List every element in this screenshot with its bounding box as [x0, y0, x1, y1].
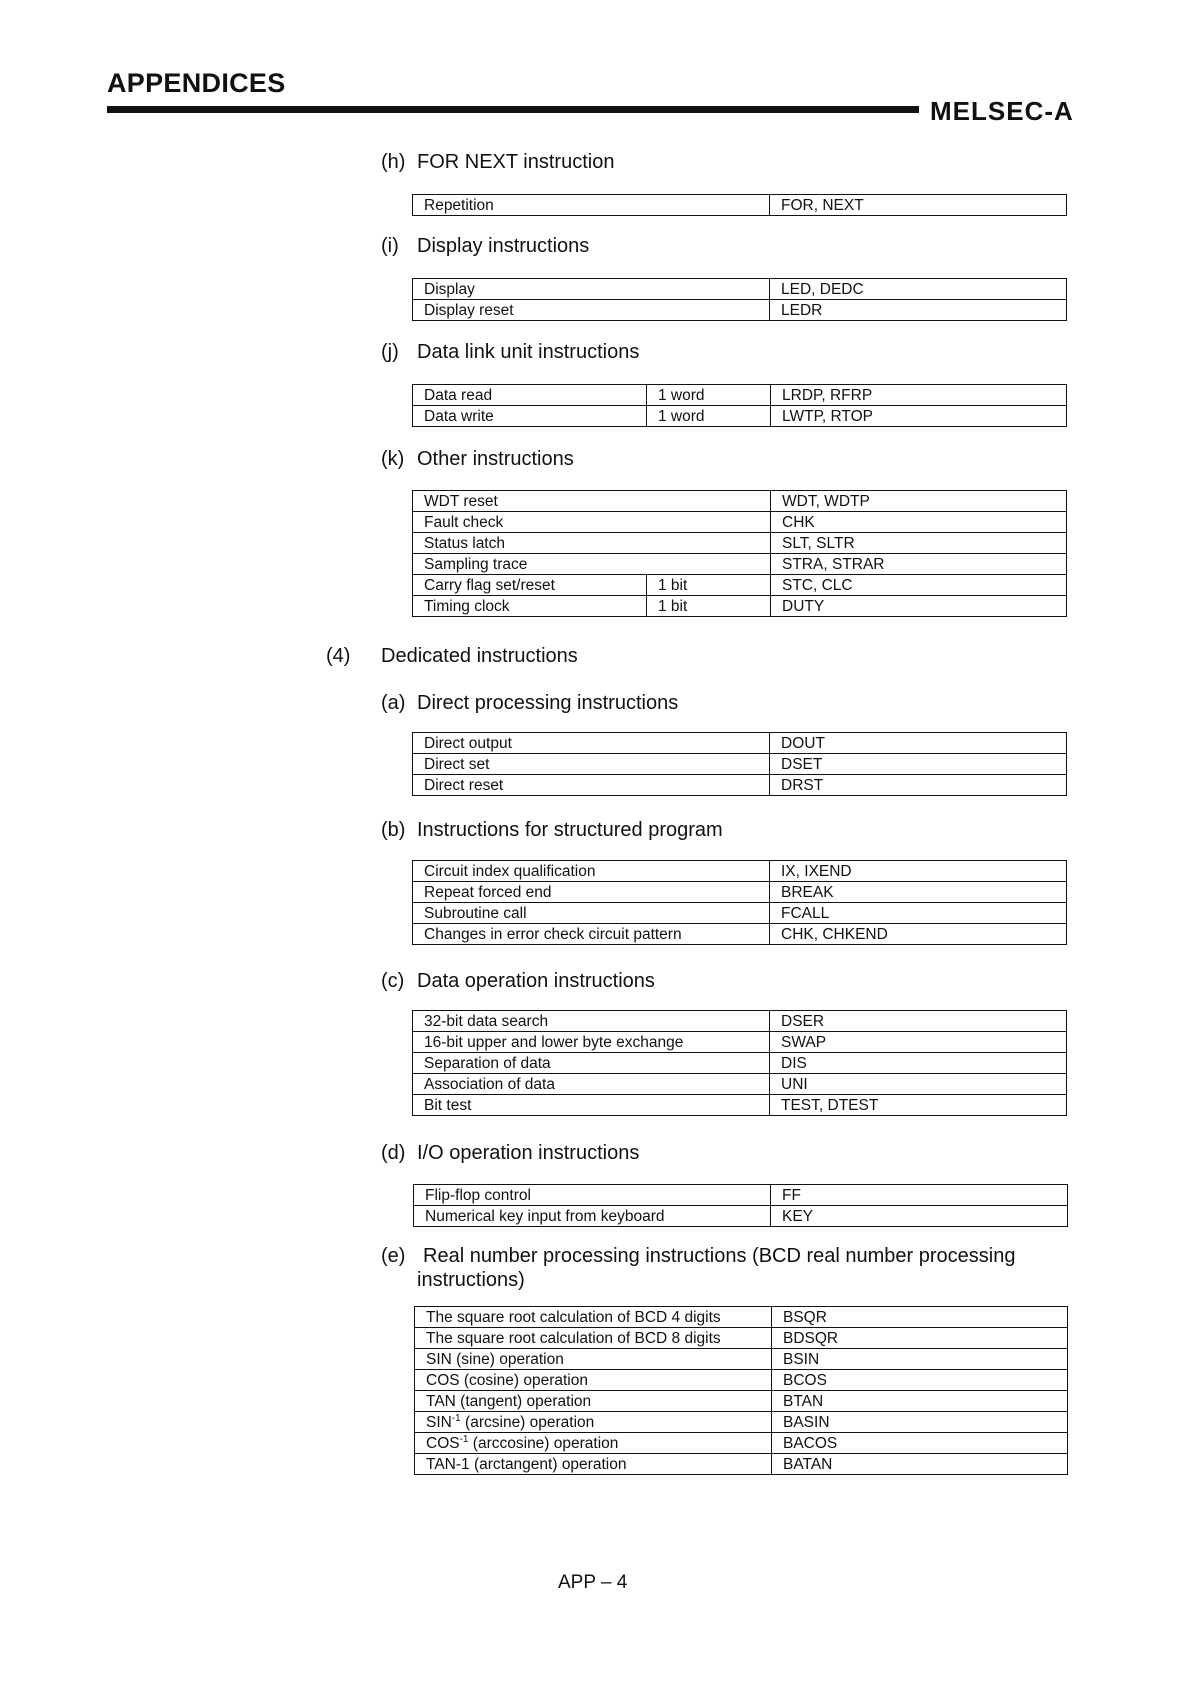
instruction-name: 16-bit upper and lower byte exchange — [413, 1032, 770, 1053]
section-title: Display instructions — [417, 235, 590, 257]
table-display — [412, 278, 1067, 321]
instruction-code: DSER — [770, 1011, 1067, 1032]
table-row — [415, 1433, 1068, 1454]
table-real-number — [414, 1306, 1068, 1475]
table-row — [413, 882, 1067, 903]
section-title-line1: Real number processing instructions (BCD real number processing — [423, 1245, 1016, 1267]
superscript: -1 — [459, 1433, 469, 1445]
table-row — [413, 491, 1067, 512]
instruction-name: Subroutine call — [413, 903, 770, 924]
instruction-name: Carry flag set/reset — [413, 575, 647, 596]
instruction-code: WDT, WDTP — [771, 491, 1067, 512]
instruction-unit: 1 bit — [647, 596, 771, 617]
instruction-code: STC, CLC — [771, 575, 1067, 596]
instruction-name: Status latch — [413, 533, 771, 554]
instruction-name: Direct reset — [413, 775, 770, 796]
instruction-name: TAN (tangent) operation — [415, 1391, 772, 1412]
table-row — [413, 1011, 1067, 1032]
section-label: (j) — [381, 341, 399, 363]
instruction-code: BACOS — [772, 1433, 1068, 1454]
table-direct-processing — [412, 732, 1067, 796]
instruction-name: Separation of data — [413, 1053, 770, 1074]
instruction-code: BCOS — [772, 1370, 1068, 1391]
instruction-name: Bit test — [413, 1095, 770, 1116]
section-label: (4) — [326, 645, 351, 667]
instruction-code: CHK, CHKEND — [770, 924, 1067, 945]
instruction-unit: 1 word — [647, 385, 771, 406]
instruction-code: SWAP — [770, 1032, 1067, 1053]
instruction-name: Display reset — [413, 300, 770, 321]
table-row — [414, 1185, 1068, 1206]
instruction-name: Fault check — [413, 512, 771, 533]
instruction-name: 32-bit data search — [413, 1011, 770, 1032]
table-other — [412, 490, 1067, 617]
table-row — [413, 596, 1067, 617]
instruction-code: BSIN — [772, 1349, 1068, 1370]
header-rule — [107, 106, 919, 113]
section-title-line2: instructions) — [417, 1269, 525, 1291]
table-structured-program — [412, 860, 1067, 945]
instruction-unit: 1 bit — [647, 575, 771, 596]
table-row — [413, 279, 1067, 300]
section-title: Direct processing instructions — [417, 692, 679, 714]
section-label: (i) — [381, 235, 399, 257]
table-row — [415, 1370, 1068, 1391]
instruction-code: BTAN — [772, 1391, 1068, 1412]
instruction-code: DOUT — [770, 733, 1067, 754]
table-row — [413, 406, 1067, 427]
instruction-name: WDT reset — [413, 491, 771, 512]
table-row — [413, 754, 1067, 775]
section-label: (d) — [381, 1142, 406, 1164]
instruction-code: FF — [771, 1185, 1068, 1206]
instruction-unit: 1 word — [647, 406, 771, 427]
instruction-name: Data write — [413, 406, 647, 427]
table-row — [413, 575, 1067, 596]
table-row — [413, 903, 1067, 924]
section-title: FOR NEXT instruction — [417, 151, 615, 173]
table-row — [413, 733, 1067, 754]
instruction-name: Changes in error check circuit pattern — [413, 924, 770, 945]
section-label: (a) — [381, 692, 406, 714]
instruction-code: LWTP, RTOP — [771, 406, 1067, 427]
instruction-code: DSET — [770, 754, 1067, 775]
header-melsec: MELSEC-A — [930, 96, 1074, 126]
instruction-code: TEST, DTEST — [770, 1095, 1067, 1116]
instruction-name — [415, 1433, 772, 1454]
table-row — [413, 385, 1067, 406]
instruction-name: Direct output — [413, 733, 770, 754]
instruction-name: Circuit index qualification — [413, 861, 770, 882]
instruction-name: Sampling trace — [413, 554, 771, 575]
instruction-name: Timing clock — [413, 596, 647, 617]
table-row — [413, 300, 1067, 321]
page-number: APP – 4 — [558, 1572, 628, 1593]
instruction-name: Display — [413, 279, 770, 300]
instruction-name: Flip-flop control — [414, 1185, 771, 1206]
table-for-next — [412, 194, 1067, 216]
instruction-name: The square root calculation of BCD 4 digits — [415, 1307, 772, 1328]
instruction-name: Association of data — [413, 1074, 770, 1095]
name-prefix: SIN — [426, 1413, 452, 1431]
instruction-code: BSQR — [772, 1307, 1068, 1328]
superscript: -1 — [451, 1412, 461, 1424]
table-row — [413, 1032, 1067, 1053]
table-row — [415, 1454, 1068, 1475]
instruction-name: The square root calculation of BCD 8 digits — [415, 1328, 772, 1349]
section-label: (e) — [381, 1245, 406, 1267]
instruction-name: SIN (sine) operation — [415, 1349, 772, 1370]
table-row — [415, 1307, 1068, 1328]
section-label: (k) — [381, 448, 405, 470]
header-appendices: APPENDICES — [107, 68, 286, 98]
instruction-code: CHK — [771, 512, 1067, 533]
instruction-name: TAN-1 (arctangent) operation — [415, 1454, 772, 1475]
instruction-code: STRA, STRAR — [771, 554, 1067, 575]
instruction-code: LRDP, RFRP — [771, 385, 1067, 406]
table-row — [413, 1095, 1067, 1116]
instruction-code: UNI — [770, 1074, 1067, 1095]
table-data-link — [412, 384, 1067, 427]
name-prefix: COS — [426, 1434, 460, 1452]
section-label: (c) — [381, 970, 405, 992]
table-row — [413, 1053, 1067, 1074]
table-row — [415, 1391, 1068, 1412]
instruction-name: Repeat forced end — [413, 882, 770, 903]
instruction-code: KEY — [771, 1206, 1068, 1227]
section-label: (b) — [381, 819, 406, 841]
section-title: Data link unit instructions — [417, 341, 640, 363]
instruction-code: IX, IXEND — [770, 861, 1067, 882]
section-title: Other instructions — [417, 448, 574, 470]
instruction-code: BDSQR — [772, 1328, 1068, 1349]
table-row — [414, 1206, 1068, 1227]
instruction-code: SLT, SLTR — [771, 533, 1067, 554]
instruction-name: Data read — [413, 385, 647, 406]
instruction-name: Numerical key input from keyboard — [414, 1206, 771, 1227]
instruction-name: COS (cosine) operation — [415, 1370, 772, 1391]
name-suffix: (arccosine) operation — [468, 1434, 619, 1452]
instruction-code: LEDR — [770, 300, 1067, 321]
instruction-code: BATAN — [772, 1454, 1068, 1475]
table-row — [415, 1328, 1068, 1349]
section-title: I/O operation instructions — [417, 1142, 640, 1164]
section-title: Dedicated instructions — [381, 645, 578, 667]
section-label: (h) — [381, 151, 406, 173]
instruction-code: FOR, NEXT — [770, 195, 1067, 216]
instruction-name: Repetition — [413, 195, 770, 216]
instruction-code: DIS — [770, 1053, 1067, 1074]
table-row — [413, 1074, 1067, 1095]
name-suffix: (arcsine) operation — [460, 1413, 595, 1431]
table-row — [413, 195, 1067, 216]
instruction-code: FCALL — [770, 903, 1067, 924]
instruction-code: LED, DEDC — [770, 279, 1067, 300]
instruction-code: DUTY — [771, 596, 1067, 617]
table-row — [413, 554, 1067, 575]
table-row — [413, 775, 1067, 796]
table-row — [413, 533, 1067, 554]
table-row — [413, 924, 1067, 945]
table-row — [415, 1349, 1068, 1370]
section-title: Data operation instructions — [417, 970, 655, 992]
instruction-name: Direct set — [413, 754, 770, 775]
instruction-name — [415, 1412, 772, 1433]
instruction-code: BASIN — [772, 1412, 1068, 1433]
table-row — [415, 1412, 1068, 1433]
section-title: Instructions for structured program — [417, 819, 723, 841]
instruction-code: BREAK — [770, 882, 1067, 903]
instruction-code: DRST — [770, 775, 1067, 796]
table-data-operation — [412, 1010, 1067, 1116]
table-row — [413, 861, 1067, 882]
table-io-operation — [413, 1184, 1068, 1227]
table-row — [413, 512, 1067, 533]
